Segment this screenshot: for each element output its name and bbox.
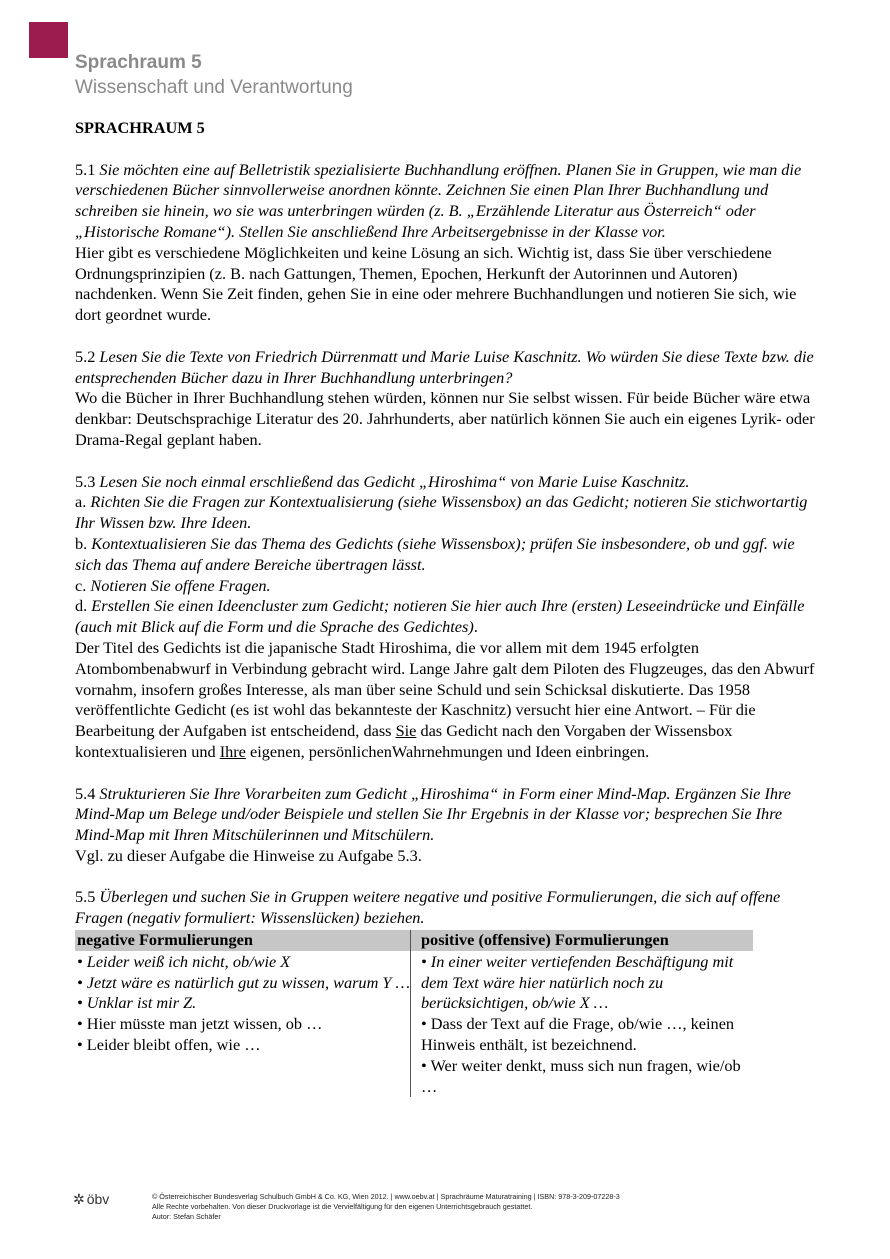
task-text: Sie möchten eine auf Belletristik spezialisierte Buchhandlung eröffnen. Planen Sie in Gruppen, wie man die verschiedenen Bücher sinnvollerweise anordnen könnte. Zeichnen Sie einen Plan Ihrer Buchhandlung und schreiben sie hinein, wo sie was unterbringen würden (z. B. „Erzählende Literatur aus Österreich“ oder „Historische Romane“). Stellen Sie anschließend Ihre Arbeitsergebnisse in der Klasse vor. xyxy=(75,159,802,241)
task-text: Lesen Sie die Texte von Friedrich Dürrenmatt und Marie Luise Kaschnitz. Wo würden Sie diese Texte bzw. die entsprechenden Bücher dazu in Ihrer Buchhandlung unterbringen? xyxy=(75,346,814,387)
task-number: 5.2 xyxy=(75,346,100,366)
positive-column xyxy=(411,951,754,1098)
answer-5-3: Der Titel des Gedichts ist die japanische Stadt Hiroshima, die vor allem mit dem 1945 erfolgten Atombombenabwurf in Verbindung gebracht wird. Lange Jahre galt dem Piloten des Flugzeuges, das den Abwurf vornahm, insofern großes Interesse, als man über seine Schuld und sein Schicksal diskutierte. Das 1958 veröffentlichte Gedicht (es ist wohl das bekannteste der Kaschnitz) versucht hier eine Antwort. – Für die Bearbeitung der Aufgaben ist entscheidend, dass Sie das Gedicht nach den Vorgaben der Wissensbox kontextualisieren und Ihre eigenen, persönlichenWahrnehmungen und Ideen einbringen. xyxy=(75,637,815,761)
footer-author: Autor: Stefan Schäfer xyxy=(152,1212,221,1221)
header-positive: positive (offensive) Formulierungen xyxy=(411,930,754,951)
task-5-5 xyxy=(75,887,815,929)
footer-copyright: © Österreichischer Bundesverlag Schulbuch GmbH & Co. KG, Wien 2012. | www.oebv.at | Sprachräume Maturatraining | ISBN: 978-3-209-07228-3 xyxy=(152,1192,620,1201)
task-number: 5.5 xyxy=(75,887,100,907)
star-icon: ✲ xyxy=(73,1191,85,1207)
subtask-a: a. Richten Sie die Fragen zur Kontextualisierung (siehe Wissensbox) an das Gedicht; notieren Sie stichwortartig Ihr Wissen bzw. Ihre Ideen. xyxy=(75,492,808,533)
task-5-3 xyxy=(75,472,815,493)
header-subtitle: Wissenschaft und Verantwortung xyxy=(75,77,353,98)
underlined-word: Ihre xyxy=(219,741,246,761)
subtask-d: d. Erstellen Sie einen Ideencluster zum Gedicht; notieren Sie hier auch Ihre (ersten) Leseeindrücke und Einfälle (auch mit Blick auf die Form und die Sprache des Gedichtes). xyxy=(75,596,805,637)
task-text: Überlegen und suchen Sie in Gruppen weitere negative und positive Formulierungen, die sich auf offene Fragen (negativ formuliert: Wissenslücken) beziehen. xyxy=(75,887,781,928)
section-5-3 xyxy=(75,472,815,763)
list-item: • Leider weiß ich nicht, ob/wie X xyxy=(77,951,291,971)
answer-5-1: Hier gibt es verschiedene Möglichkeiten und keine Lösung an sich. Wichtig ist, dass Sie über verschiedene Ordnungsprinzipien (z. B. nach Gattungen, Themen, Epochen, Herkunft der Autorinnen und Autoren) nachdenken. Wenn Sie Zeit finden, gehen Sie in eine oder mehrere Buchhandlungen und notieren Sie sich, wie dort geordnet wurde. xyxy=(75,242,797,325)
subtask-c: c. Notieren Sie offene Fragen. xyxy=(75,575,271,595)
underlined-word: Sie xyxy=(395,721,417,741)
task-text: Lesen Sie noch einmal erschließend das Gedicht „Hiroshima“ von Marie Luise Kaschnitz. xyxy=(99,471,690,491)
task-number: 5.3 xyxy=(75,471,100,491)
task-5-2 xyxy=(75,347,815,389)
document-body xyxy=(75,118,815,1097)
list-item: • Hier müsste man jetzt wissen, ob … xyxy=(77,1014,323,1034)
publisher-logo: ✲ öbv xyxy=(73,1191,110,1207)
section-5-2 xyxy=(75,347,815,451)
answer-5-4: Vgl. zu dieser Aufgabe die Hinweise zu Aufgabe 5.3. xyxy=(75,845,422,865)
list-item: • Jetzt wäre es natürlich gut zu wissen, warum Y … xyxy=(77,972,410,992)
task-number: 5.4 xyxy=(75,783,100,803)
task-5-4 xyxy=(75,784,815,846)
subtask-b: b. Kontextualisieren Sie das Thema des Gedichts (siehe Wissensbox); prüfen Sie insbesondere, ob und ggf. wie sich das Thema auf andere Bereiche übertragen lässt. xyxy=(75,533,795,574)
section-5-5 xyxy=(75,887,815,929)
negative-column xyxy=(75,951,411,1098)
list-item: • In einer weiter vertiefenden Beschäftigung mit dem Text wäre hier natürlich noch zu berücksichtigen, ob/wie X … xyxy=(421,951,734,1013)
section-5-1 xyxy=(75,160,815,326)
formulations-table xyxy=(75,930,753,1097)
header-negative: negative Formulierungen xyxy=(75,930,411,951)
task-text: Strukturieren Sie Ihre Vorarbeiten zum Gedicht „Hiroshima“ in Form einer Mind-Map. Ergänzen Sie Ihre Mind-Map um Belege und/oder Beispiele und stellen Sie Ihr Ergebnis in der Klasse vor; besprechen Sie Ihre Mind-Map mit Ihren Mitschülerinnen und Mitschülern. xyxy=(75,783,791,845)
header-title: Sprachraum 5 xyxy=(75,52,202,73)
task-number: 5.1 xyxy=(75,159,100,179)
brand-square xyxy=(29,22,68,58)
list-item: • Unklar ist mir Z. xyxy=(77,993,197,1013)
footer xyxy=(152,1192,620,1222)
task-5-1 xyxy=(75,160,815,243)
footer-rights: Alle Rechte vorbehalten. Von dieser Druckvorlage ist die Vervielfältigung für den eigenen Unterrichtsgebrauch gestattet. xyxy=(152,1202,533,1211)
list-item: • Wer weiter denkt, muss sich nun fragen, wie/ob … xyxy=(421,1055,741,1096)
list-item: • Leider bleibt offen, wie … xyxy=(77,1035,261,1055)
section-5-4 xyxy=(75,784,815,867)
list-item: • Dass der Text auf die Frage, ob/wie …, keinen Hinweis enthält, ist bezeichnend. xyxy=(421,1014,735,1055)
page-heading: SPRACHRAUM 5 xyxy=(75,118,205,137)
answer-5-2: Wo die Bücher in Ihrer Buchhandlung stehen würden, können nur Sie selbst wissen. Für beide Bücher wäre etwa denkbar: Deutschsprachige Literatur des 20. Jahrhunderts, aber natürlich können Sie auch ein eigenes Lyrik- oder Drama-Regal geplant haben. xyxy=(75,388,815,449)
